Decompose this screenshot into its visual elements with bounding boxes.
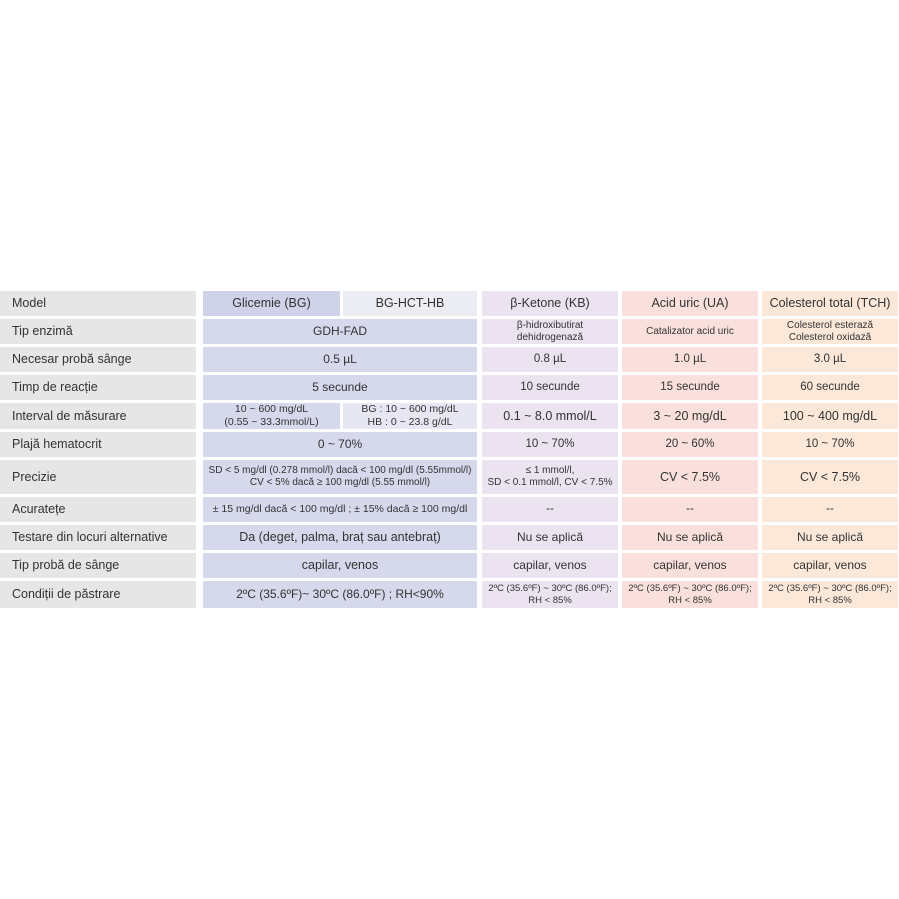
cell-kb-enzyme: β-hidroxibutirat dehidrogenază — [482, 319, 618, 344]
cell-kb-blood-type: capilar, venos — [482, 553, 618, 578]
row-label-hematocrit: Plajă hematocrit — [0, 432, 196, 457]
header-model-label: Model — [0, 291, 196, 316]
cell-ua-precision: CV < 7.5% — [622, 460, 758, 494]
cell-ua-hematocrit: 20 ~ 60% — [622, 432, 758, 457]
table-row — [0, 319, 899, 344]
cell-bg-enzyme: GDH-FAD — [203, 319, 477, 344]
cell-tch-storage: 2ºC (35.6ºF) ~ 30ºC (86.0ºF); RH < 85% — [762, 581, 898, 608]
cell-bg-hematocrit: 0 ~ 70% — [203, 432, 477, 457]
cell-kb-precision: ≤ 1 mmol/l, SD < 0.1 mmol/l, CV < 7.5% — [482, 460, 618, 494]
cell-ua-storage: 2ºC (35.6ºF) ~ 30ºC (86.0ºF); RH < 85% — [622, 581, 758, 608]
header-ketone: β-Ketone (KB) — [482, 291, 618, 316]
row-label-sample: Necesar probă sânge — [0, 347, 196, 372]
table-row — [0, 460, 899, 494]
table-row — [0, 525, 899, 550]
row-label-enzyme: Tip enzimă — [0, 319, 196, 344]
cell-tch-enzyme: Colesterol esterază Colesterol oxidază — [762, 319, 898, 344]
table-row — [0, 553, 899, 578]
cell-bg-blood-type: capilar, venos — [203, 553, 477, 578]
row-label-range: Interval de măsurare — [0, 403, 196, 429]
row-label-accuracy: Acuratețe — [0, 497, 196, 522]
cell-kb-range: 0.1 ~ 8.0 mmol/L — [482, 403, 618, 429]
cell-kb-alternative: Nu se aplică — [482, 525, 618, 550]
cell-tch-blood-type: capilar, venos — [762, 553, 898, 578]
cell-ua-sample: 1.0 µL — [622, 347, 758, 372]
cell-ua-enzyme: Catalizator acid uric — [622, 319, 758, 344]
cell-bg-reaction: 5 secunde — [203, 375, 477, 400]
row-label-precision: Precizie — [0, 460, 196, 494]
header-glicemie: Glicemie (BG) — [203, 291, 340, 316]
cell-tch-hematocrit: 10 ~ 70% — [762, 432, 898, 457]
cell-hct-range: BG : 10 ~ 600 mg/dL HB : 0 ~ 23.8 g/dL — [343, 403, 477, 429]
cell-tch-accuracy: -- — [762, 497, 898, 522]
cell-bg-storage: 2ºC (35.6ºF)~ 30ºC (86.0ºF) ; RH<90% — [203, 581, 477, 608]
row-label-blood-type: Tip probă de sânge — [0, 553, 196, 578]
table-header-row — [0, 291, 899, 316]
cell-bg-alternative: Da (deget, palma, braț sau antebraț) — [203, 525, 477, 550]
cell-kb-sample: 0.8 µL — [482, 347, 618, 372]
table-row — [0, 581, 899, 608]
cell-ua-alternative: Nu se aplică — [622, 525, 758, 550]
cell-tch-alternative: Nu se aplică — [762, 525, 898, 550]
cell-kb-reaction: 10 secunde — [482, 375, 618, 400]
header-uric-acid: Acid uric (UA) — [622, 291, 758, 316]
header-bg-hct-hb: BG-HCT-HB — [343, 291, 477, 316]
cell-tch-precision: CV < 7.5% — [762, 460, 898, 494]
table-row — [0, 403, 899, 429]
cell-bg-precision: SD < 5 mg/dl (0.278 mmol/l) dacă < 100 mg/dl (5.55mmol/l) CV < 5% dacă ≥ 100 mg/dl (5.55 mmol/l) — [203, 460, 477, 494]
cell-kb-hematocrit: 10 ~ 70% — [482, 432, 618, 457]
cell-kb-storage: 2ºC (35.6ºF) ~ 30ºC (86.0ºF); RH < 85% — [482, 581, 618, 608]
row-label-storage: Condiții de păstrare — [0, 581, 196, 608]
table-row — [0, 432, 899, 457]
cell-ua-accuracy: -- — [622, 497, 758, 522]
cell-ua-range: 3 ~ 20 mg/dL — [622, 403, 758, 429]
row-label-alternative: Testare din locuri alternative — [0, 525, 196, 550]
row-label-reaction: Timp de reacție — [0, 375, 196, 400]
cell-tch-reaction: 60 secunde — [762, 375, 898, 400]
cell-bg-accuracy: ± 15 mg/dl dacă < 100 mg/dl ; ± 15% dacă ≥ 100 mg/dl — [203, 497, 477, 522]
cell-ua-blood-type: capilar, venos — [622, 553, 758, 578]
table-row — [0, 347, 899, 372]
header-cholesterol: Colesterol total (TCH) — [762, 291, 898, 316]
cell-ua-reaction: 15 secunde — [622, 375, 758, 400]
table-row — [0, 375, 899, 400]
cell-tch-sample: 3.0 µL — [762, 347, 898, 372]
cell-tch-range: 100 ~ 400 mg/dL — [762, 403, 898, 429]
cell-bg-sample: 0.5 µL — [203, 347, 477, 372]
table-row — [0, 497, 899, 522]
cell-kb-accuracy: -- — [482, 497, 618, 522]
cell-bg-range: 10 ~ 600 mg/dL (0.55 ~ 33.3mmol/L) — [203, 403, 340, 429]
